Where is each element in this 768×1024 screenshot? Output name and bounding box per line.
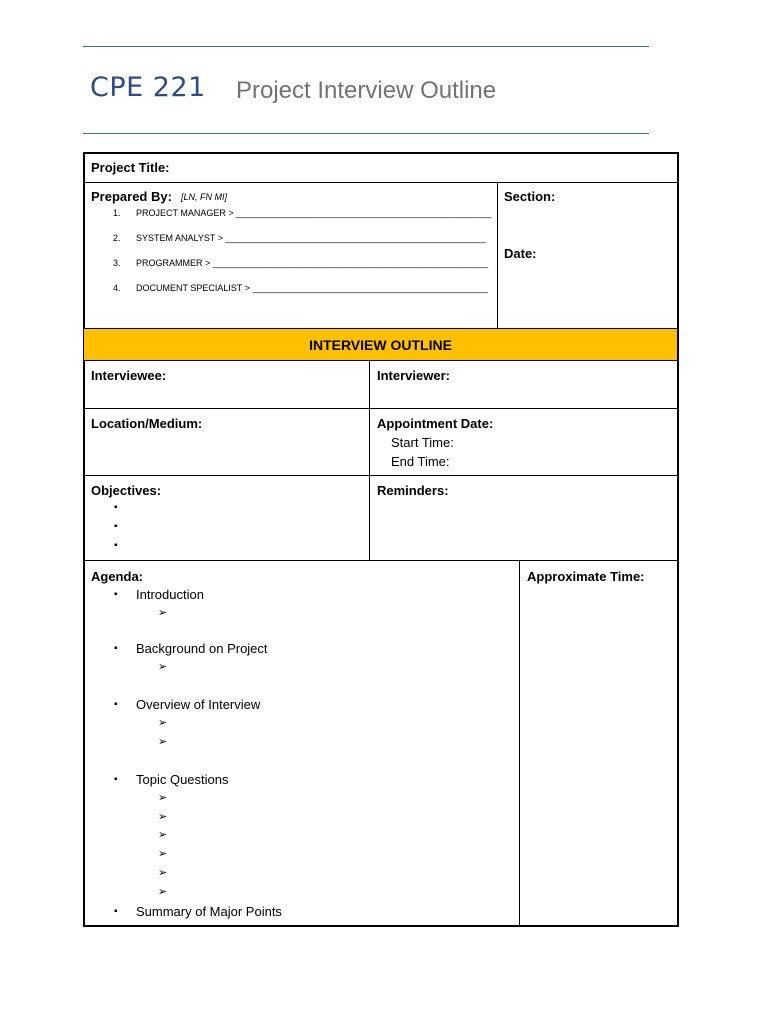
agenda-bullet: ▪ bbox=[114, 774, 118, 785]
document-title: Project Interview Outline bbox=[236, 77, 497, 104]
agenda-item-overview: Overview of Interview bbox=[136, 697, 261, 712]
agenda-subpoint-arrow: ➢ bbox=[158, 792, 168, 804]
divider bbox=[519, 561, 520, 926]
divider bbox=[84, 182, 678, 183]
objectives-label: Objectives: bbox=[91, 483, 162, 498]
interviewer-label: Interviewer: bbox=[377, 368, 450, 383]
form-border-right bbox=[677, 152, 679, 927]
agenda-bullet: ▪ bbox=[114, 906, 118, 917]
prepared-by-label: Prepared By: bbox=[91, 189, 172, 204]
location-medium-label: Location/Medium: bbox=[91, 416, 203, 431]
start-time-label: Start Time: bbox=[391, 435, 454, 450]
agenda-item-topic-questions: Topic Questions bbox=[136, 772, 229, 787]
agenda-item-background: Background on Project bbox=[136, 641, 268, 656]
divider bbox=[497, 183, 498, 328]
appointment-date-label: Appointment Date: bbox=[377, 416, 494, 431]
agenda-subpoint-arrow: ➢ bbox=[158, 607, 168, 619]
agenda-subpoint-arrow: ➢ bbox=[158, 661, 168, 673]
agenda-subpoint-arrow: ➢ bbox=[158, 829, 168, 841]
agenda-bullet: ▪ bbox=[114, 643, 118, 654]
divider bbox=[84, 475, 678, 476]
agenda-label: Agenda: bbox=[91, 569, 143, 584]
role-number: 1. bbox=[113, 208, 121, 218]
interviewee-label: Interviewee: bbox=[91, 368, 167, 383]
project-title-label: Project Title: bbox=[91, 160, 170, 175]
agenda-subpoint-arrow: ➢ bbox=[158, 811, 168, 823]
header-top-rule bbox=[83, 46, 649, 47]
role-project-manager: PROJECT MANAGER > ___________________________________________________ bbox=[136, 208, 492, 218]
header-bottom-rule bbox=[83, 133, 649, 134]
agenda-item-introduction: Introduction bbox=[136, 587, 204, 602]
agenda-subpoint-arrow: ➢ bbox=[158, 736, 168, 748]
section-label: Section: bbox=[504, 189, 556, 204]
form-border-bottom bbox=[83, 925, 679, 927]
prepared-by-hint: [LN, FN MI] bbox=[181, 192, 228, 202]
reminders-label: Reminders: bbox=[377, 483, 449, 498]
end-time-label: End Time: bbox=[391, 454, 450, 469]
objective-bullet: ▪ bbox=[114, 540, 118, 551]
role-number: 4. bbox=[113, 283, 121, 293]
date-label: Date: bbox=[504, 246, 537, 261]
divider bbox=[84, 360, 678, 361]
role-number: 3. bbox=[113, 258, 121, 268]
form-border-top bbox=[83, 152, 679, 154]
approximate-time-label: Approximate Time: bbox=[527, 569, 645, 584]
agenda-subpoint-arrow: ➢ bbox=[158, 867, 168, 879]
divider bbox=[369, 361, 370, 560]
divider bbox=[84, 408, 678, 409]
course-code: CPE 221 bbox=[90, 72, 206, 103]
divider bbox=[84, 560, 678, 561]
agenda-subpoint-arrow: ➢ bbox=[158, 848, 168, 860]
role-number: 2. bbox=[113, 233, 121, 243]
agenda-item-summary: Summary of Major Points bbox=[136, 904, 282, 919]
agenda-bullet: ▪ bbox=[114, 699, 118, 710]
role-system-analyst: SYSTEM ANALYST > ____________________________________________________ bbox=[136, 233, 486, 243]
role-programmer: PROGRAMMER > _______________________________________________________ bbox=[136, 258, 489, 268]
agenda-bullet: ▪ bbox=[114, 589, 118, 600]
objective-bullet: ▪ bbox=[114, 502, 118, 513]
form-border-left bbox=[83, 152, 85, 927]
agenda-subpoint-arrow: ➢ bbox=[158, 717, 168, 729]
agenda-subpoint-arrow: ➢ bbox=[158, 886, 168, 898]
objective-bullet: ▪ bbox=[114, 521, 118, 532]
role-document-specialist: DOCUMENT SPECIALIST > _______________________________________________ bbox=[136, 283, 488, 293]
interview-outline-banner: INTERVIEW OUTLINE bbox=[84, 329, 677, 360]
